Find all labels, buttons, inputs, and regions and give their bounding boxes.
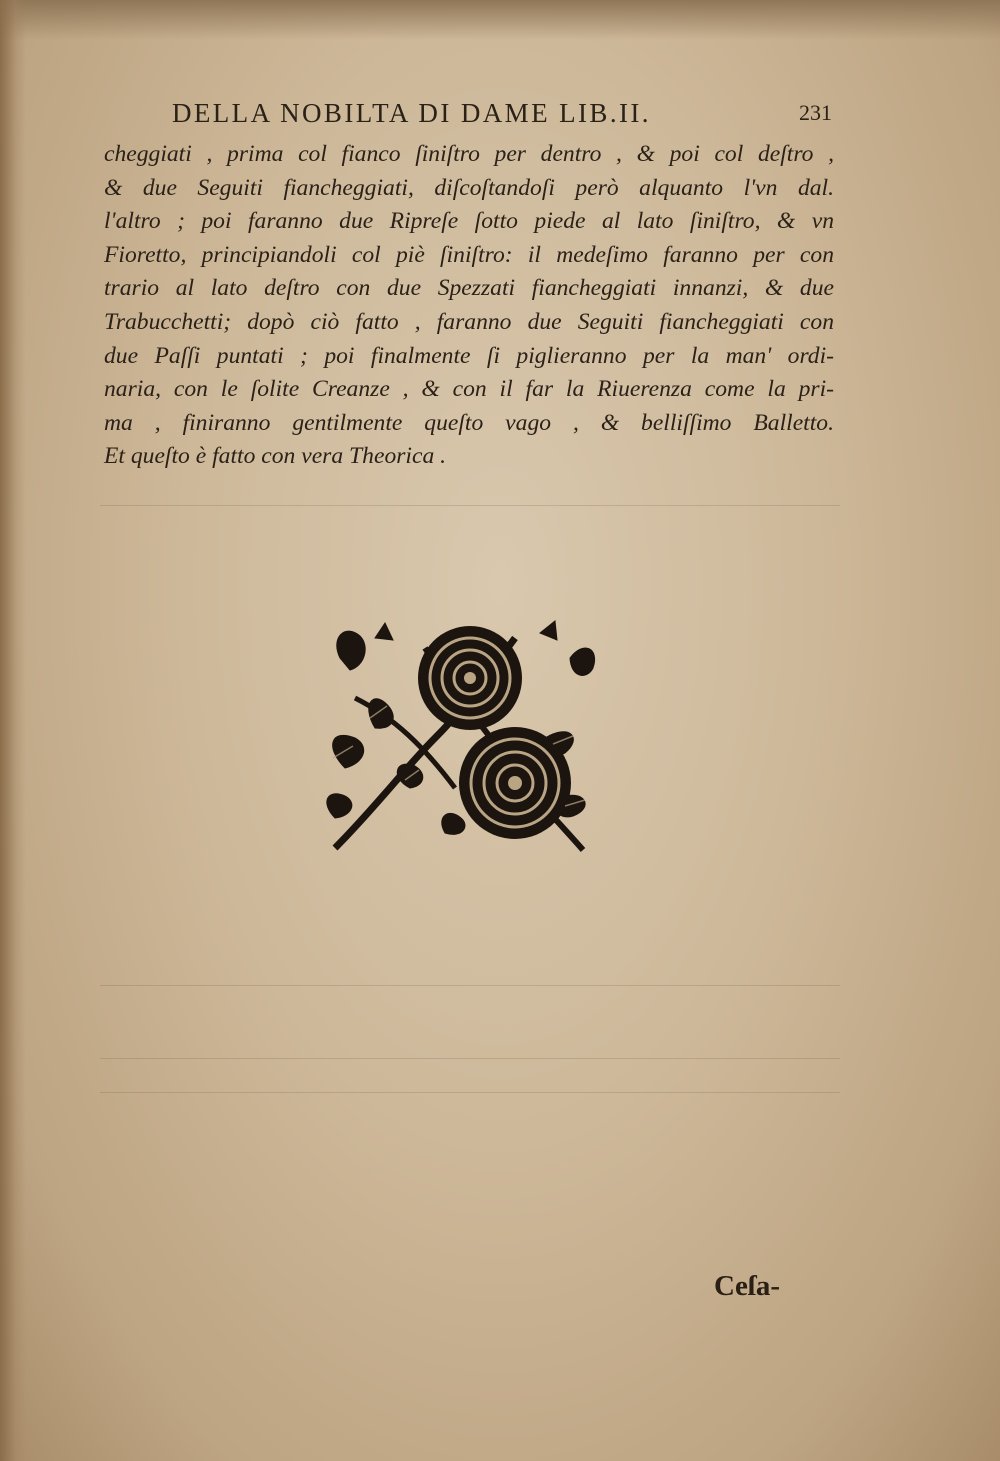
catchword: Ceſa- — [714, 1270, 781, 1302]
text-line: & due Seguiti fiancheggiati, diſcoſtandoſi però alquanto l'vn dal. — [104, 174, 834, 201]
bleed-through-line — [100, 985, 840, 986]
text-line: Et queſto è fatto con vera Theorica . — [104, 443, 447, 470]
rose-woodcut-ornament-icon — [315, 618, 603, 856]
page-top-edge — [0, 0, 1000, 40]
body-text — [104, 138, 834, 474]
page-header — [172, 98, 832, 138]
text-line: cheggiati , prima col fianco ſiniſtro per dentro , & poi col deſtro , — [104, 141, 834, 167]
bleed-through-line — [100, 1058, 840, 1059]
bleed-through-line — [100, 505, 840, 506]
text-line: Trabucchetti; dopò ciò fatto , faranno due Seguiti fiancheggiati con — [104, 308, 834, 335]
text-line: ma , finiranno gentilmente queſto vago , & belliſſimo Balletto. — [104, 409, 834, 436]
text-line: Fioretto, principiandoli col piè ſiniſtro: il medeſimo faranno per con — [104, 241, 834, 268]
running-title: DELLA NOBILTA DI DAME LIB.II. — [172, 98, 651, 128]
text-line: l'altro ; poi faranno due Ripreſe ſotto piede al lato ſiniſtro, & vn — [104, 208, 834, 235]
page-gutter-edge — [0, 0, 26, 1461]
page-number: 231 — [799, 100, 832, 125]
text-line: naria, con le ſolite Creanze , & con il far la Riuerenza come la pri- — [104, 376, 834, 403]
bleed-through-line — [100, 1092, 840, 1093]
text-line: due Paſſi puntati ; poi finalmente ſi piglieranno per la man' ordi- — [104, 342, 834, 369]
text-line: trario al lato deſtro con due Spezzati fiancheggiati innanzi, & due — [104, 275, 834, 302]
